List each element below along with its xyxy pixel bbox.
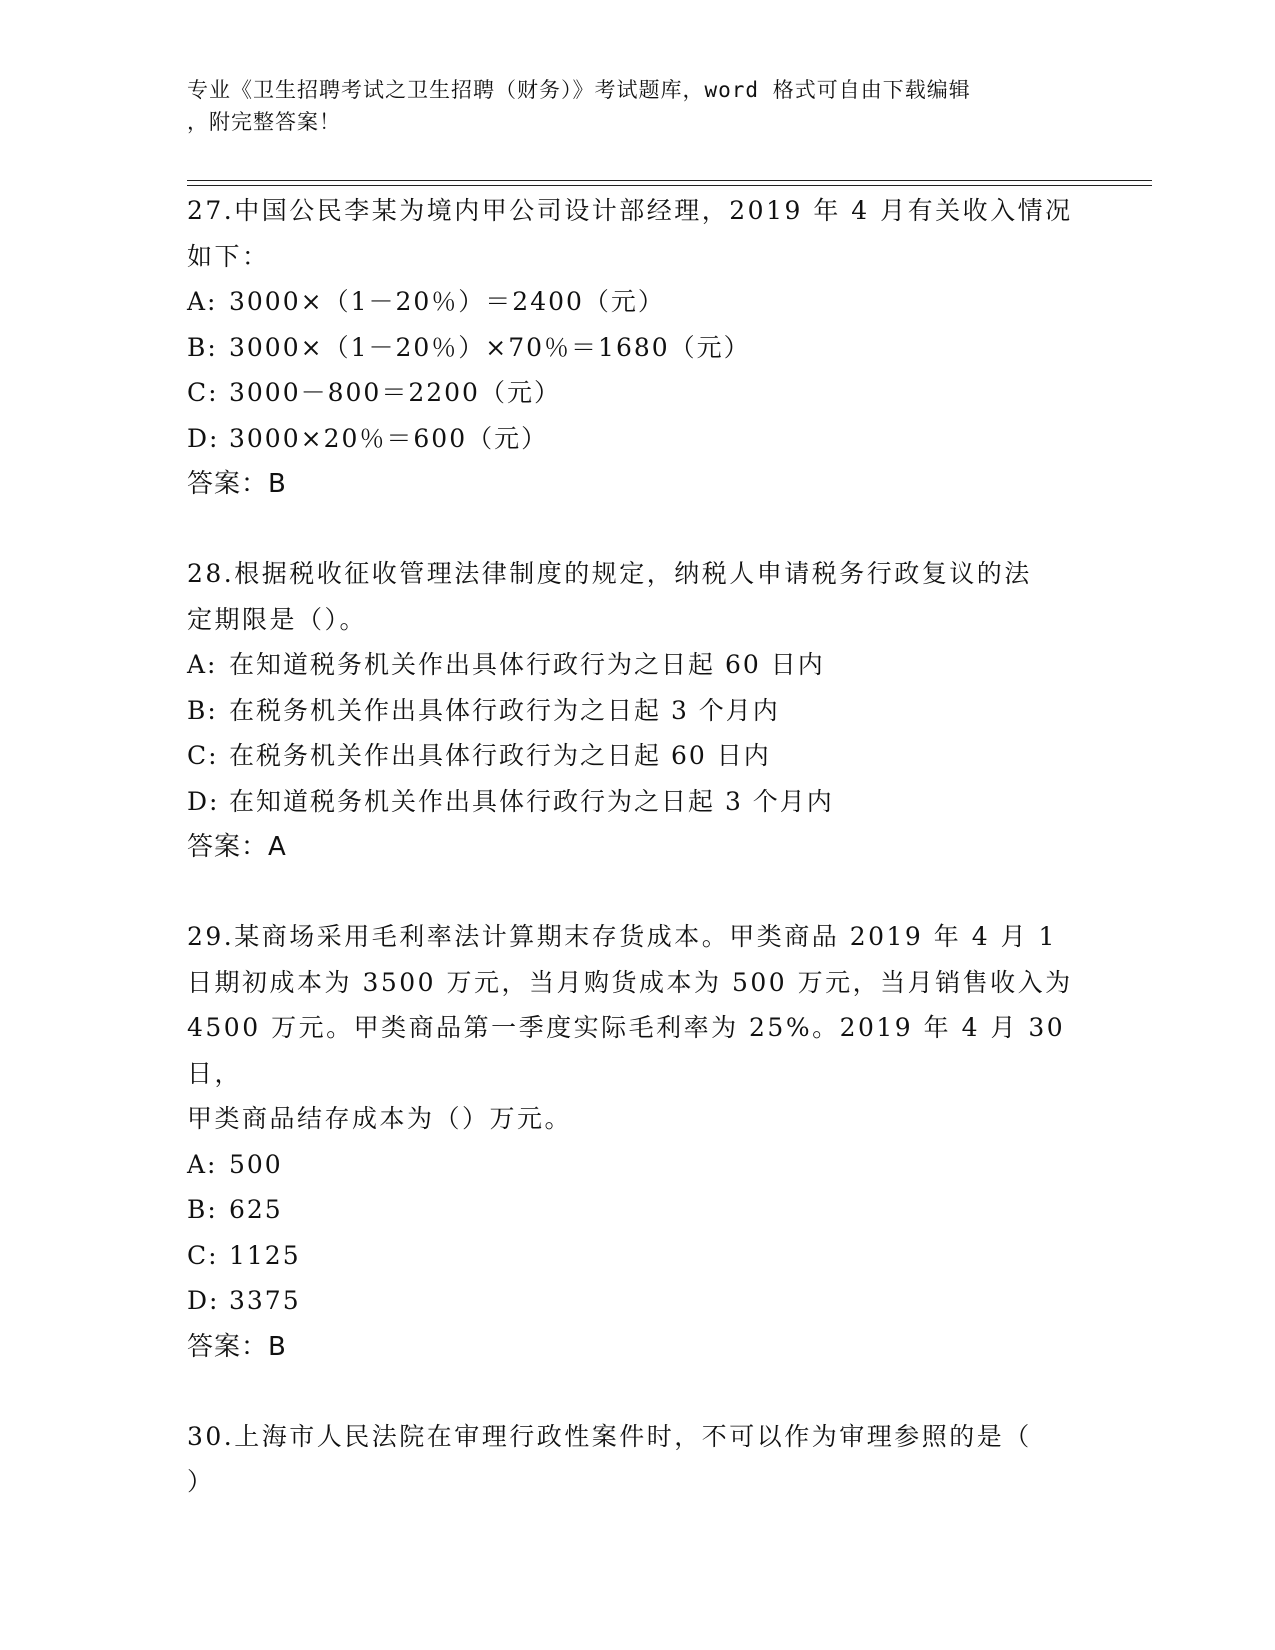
option-text: 在知道税务机关作出具体行政行为之日起 3 个月内	[229, 786, 834, 816]
option-text: 3000×（1－20％）＝2400（元）	[229, 287, 665, 316]
option-a	[187, 642, 1087, 688]
option-text: 625	[229, 1195, 283, 1224]
question-stem	[187, 1414, 1087, 1505]
option-b	[187, 325, 1087, 371]
option-d	[187, 1278, 1087, 1324]
option-a	[187, 1142, 1087, 1188]
stem-line: ）	[187, 1467, 215, 1496]
stem-line: 4500 万元。甲类商品第一季度实际毛利率为 25%。2019 年 4 月 30 日，	[187, 1013, 1066, 1088]
option-label: A:	[187, 650, 218, 679]
option-b	[187, 688, 1087, 734]
stem-line: 如下：	[187, 241, 270, 271]
option-a	[187, 279, 1087, 325]
option-text: 在知道税务机关作出具体行政行为之日起 60 日内	[229, 650, 825, 679]
stem-line: 27.中国公民李某为境内甲公司设计部经理，2019 年 4 月有关收入情况	[187, 196, 1073, 225]
option-text: 在税务机关作出具体行政行为之日起 60 日内	[229, 741, 771, 770]
option-text: 3375	[229, 1286, 301, 1315]
option-d	[187, 416, 1087, 462]
header-divider-top	[187, 180, 1152, 181]
option-label: B:	[187, 332, 218, 362]
stem-line: 日期初成本为 3500 万元，当月购货成本为 500 万元，当月销售收入为	[187, 967, 1073, 997]
document-header	[187, 74, 1067, 138]
answer-line: 答案：B	[187, 469, 287, 499]
option-label: A:	[187, 287, 218, 316]
answer-line: 答案：A	[187, 832, 287, 862]
question-30	[187, 1414, 1087, 1505]
stem-line: 甲类商品结存成本为（）万元。	[187, 1104, 573, 1133]
question-stem	[187, 551, 1087, 642]
question-stem	[187, 914, 1087, 1142]
option-label: B:	[187, 1195, 218, 1224]
option-c	[187, 733, 1087, 779]
option-c	[187, 1233, 1087, 1279]
stem-line: 定期限是（）。	[187, 604, 368, 634]
header-line-2: ，附完整答案！	[187, 110, 341, 134]
question-27	[187, 188, 1087, 507]
question-list	[187, 188, 1087, 1549]
question-29	[187, 914, 1087, 1370]
option-text: 3000×20％＝600（元）	[229, 423, 549, 453]
stem-line: 30.上海市人民法院在审理行政性案件时，不可以作为审理参照的是（	[187, 1421, 1032, 1451]
option-c	[187, 370, 1087, 416]
option-label: A:	[187, 1149, 218, 1179]
stem-line: 28.根据税收征收管理法律制度的规定，纳税人申请税务行政复议的法	[187, 559, 1032, 588]
question-28	[187, 551, 1087, 870]
option-b	[187, 1187, 1087, 1233]
option-label: B:	[187, 695, 218, 725]
header-line-1: 专业《卫生招聘考试之卫生招聘（财务）》考试题库，word 格式可自由下载编辑	[187, 78, 971, 102]
header-divider-bottom	[187, 185, 1152, 186]
option-label: D:	[187, 423, 220, 453]
option-label: C:	[187, 741, 219, 770]
option-label: D:	[187, 786, 220, 816]
option-text: 1125	[229, 1240, 301, 1270]
answer-line: 答案：B	[187, 1331, 287, 1362]
question-stem	[187, 188, 1087, 279]
option-text: 3000－800＝2200（元）	[229, 378, 561, 407]
option-d	[187, 779, 1087, 825]
option-label: C:	[187, 378, 219, 407]
option-text: 3000×（1－20％）×70％＝1680（元）	[229, 332, 751, 362]
option-label: D:	[187, 1286, 220, 1315]
option-label: C:	[187, 1240, 219, 1270]
stem-line: 29.某商场采用毛利率法计算期末存货成本。甲类商品 2019 年 4 月 1	[187, 922, 1057, 951]
option-text: 500	[229, 1149, 283, 1179]
option-text: 在税务机关作出具体行政行为之日起 3 个月内	[229, 695, 780, 725]
